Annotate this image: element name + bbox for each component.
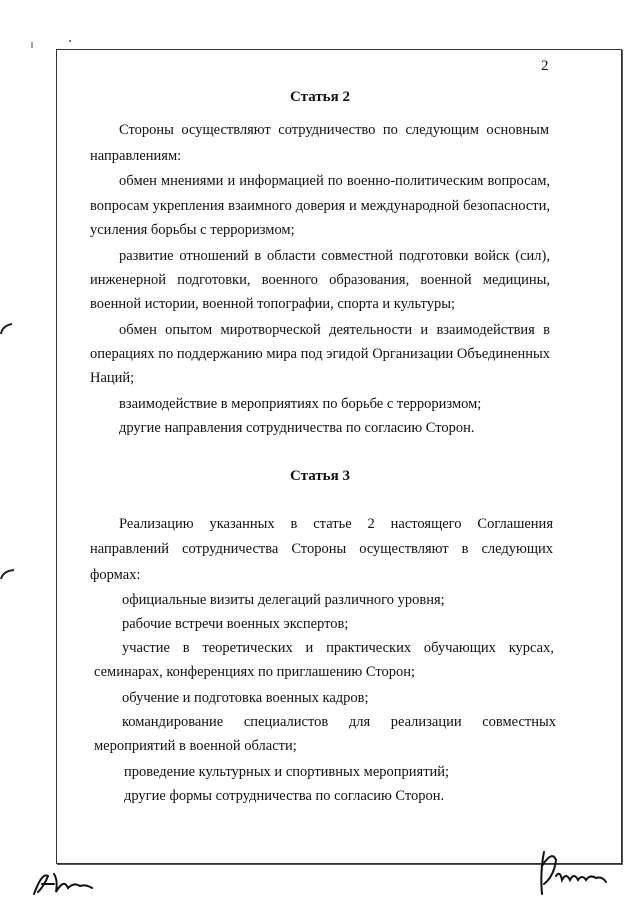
paragraph-line: командирование специалистов для реализации совместных — [122, 714, 556, 730]
paragraph-line: обучение и подготовка военных кадров; — [122, 690, 369, 706]
article-2-heading: Статья 2 — [290, 89, 350, 105]
paragraph-line: усиления борьбы с терроризмом; — [90, 222, 295, 238]
scan-speck — [28, 38, 78, 54]
paragraph-line: направлений сотрудничества Стороны осуществляют в следующих — [90, 541, 553, 557]
page-number: 2 — [541, 58, 549, 74]
paragraph-line: развитие отношений в области совместной подготовки войск (сил), — [119, 248, 550, 264]
paragraph-line: обмен мнениями и информацией по военно-политическим вопросам, — [119, 173, 550, 189]
paragraph-line: военной истории, военной топографии, спорта и культуры; — [90, 296, 455, 312]
article-3-heading: Статья 3 — [290, 468, 350, 484]
paragraph-line: взаимодействие в мероприятиях по борьбе с терроризмом; — [119, 396, 482, 412]
paragraph-line: обмен опытом миротворческой деятельности и взаимодействия в — [119, 322, 550, 338]
paragraph-line: мероприятий в военной области; — [94, 738, 297, 754]
initials-signature-left — [28, 868, 98, 900]
paragraph-line: проведение культурных и спортивных мероприятий; — [124, 764, 450, 780]
paragraph-line: Наций; — [90, 370, 135, 386]
paragraph-line: инженерной подготовки, военного образования, военной медицины, — [90, 272, 550, 288]
paragraph-line: другие направления сотрудничества по согласию Сторон. — [119, 420, 475, 436]
paragraph-line: семинарах, конференциях по приглашению Сторон; — [94, 664, 416, 680]
paragraph-line: направлениям: — [90, 148, 182, 164]
paragraph-line: формах: — [90, 567, 141, 583]
signature-right — [530, 846, 610, 900]
paragraph-line: рабочие встречи военных экспертов; — [122, 616, 349, 632]
paragraph-line: вопросам укрепления взаимного доверия и международной безопасности, — [90, 198, 550, 214]
margin-bracket-mark — [0, 566, 16, 588]
paragraph-line: Реализацию указанных в статье 2 настоящего Соглашения — [119, 516, 553, 532]
margin-bracket-mark — [0, 320, 14, 342]
paragraph-line: официальные визиты делегаций различного уровня; — [122, 592, 445, 608]
paragraph-line: другие формы сотрудничества по согласию Сторон. — [124, 788, 445, 804]
paragraph-line: операциях по поддержанию мира под эгидой Организации Объединенных — [90, 346, 550, 362]
paragraph-line: Стороны осуществляют сотрудничество по следующим основным — [119, 122, 549, 138]
paragraph-line: участие в теоретических и практических обучающих курсах, — [122, 640, 554, 656]
